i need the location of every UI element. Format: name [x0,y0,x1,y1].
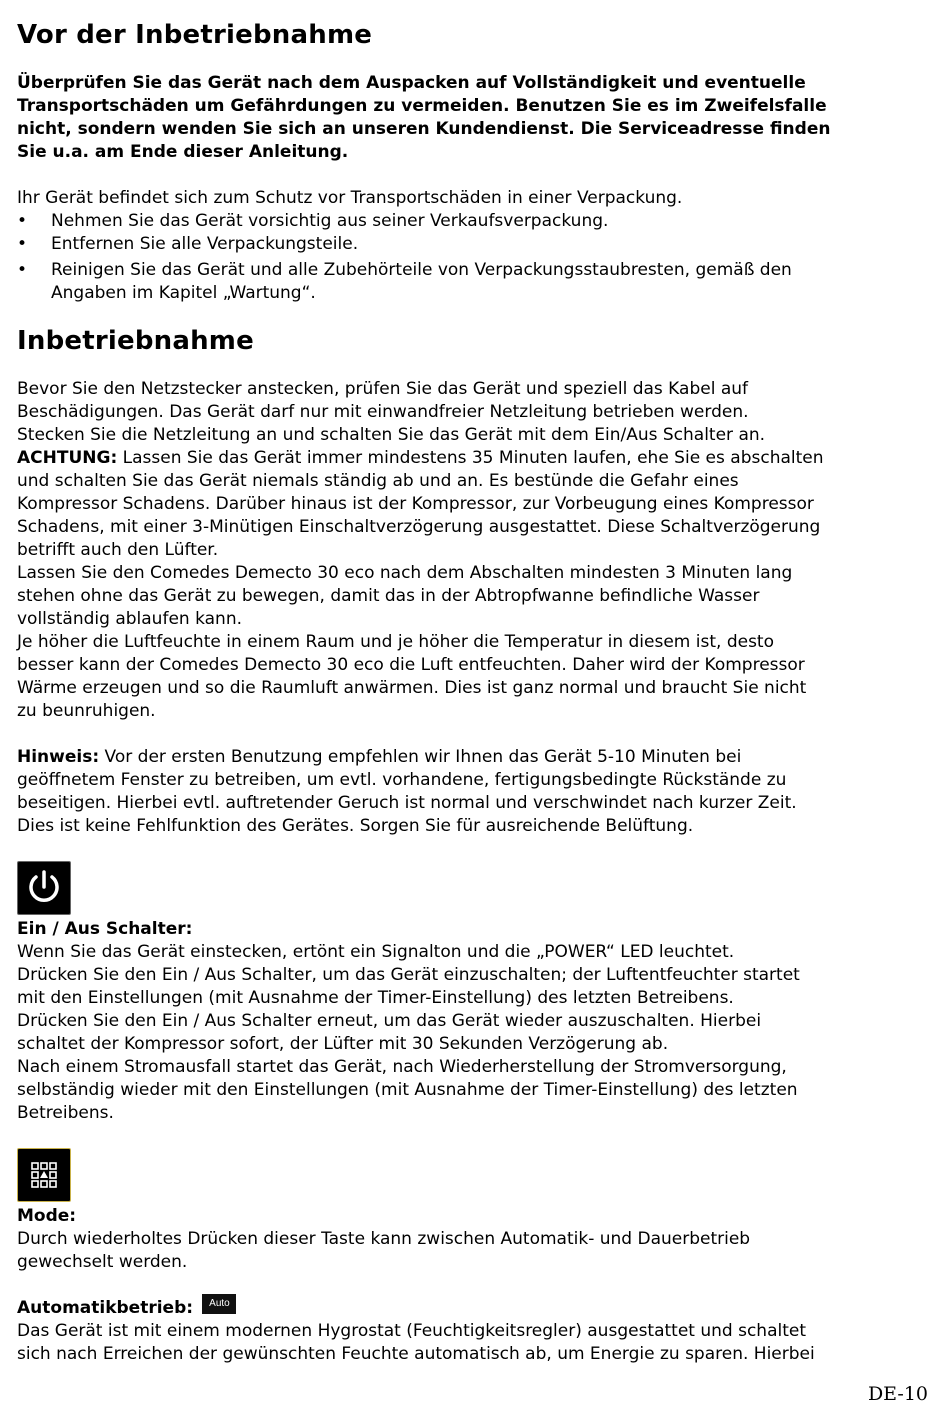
list-item [17,233,922,256]
text-line: und schalten Sie das Gerät niemals ständig ab und an. Es bestünde die Gefahr eines [17,471,739,491]
hinweis-paragraph [17,746,922,838]
list-item [17,210,922,233]
list-item-text: Nehmen Sie das Gerät vorsichtig aus seiner Verkaufsverpackung. [51,211,609,231]
mode-heading: Mode: [17,1206,77,1226]
text-line: Beschädigungen. Das Gerät darf nur mit einwandfreier Netzleitung betrieben werden. [17,402,749,422]
text-line: Kompressor Schadens. Darüber hinaus ist der Kompressor, zur Vorbeugung eines Kompressor [17,494,814,514]
text-line: stehen ohne das Gerät zu bewegen, damit das in der Abtropfwanne befindliche Wasser [17,586,760,606]
list-item-text: Entfernen Sie alle Verpackungsteile. [51,234,359,254]
auto-paragraph [17,1320,922,1366]
achtung-text: Lassen Sie das Gerät immer mindestens 35 Minuten laufen, ehe Sie es abschalten [117,448,824,468]
mode-icon [17,1148,71,1202]
unpacking-list [17,210,922,305]
text-line: Durch wiederholtes Drücken dieser Taste kann zwischen Automatik- und Dauerbetrieb [17,1229,751,1249]
list-item-text: • Reinigen Sie das Gerät und alle Zubehörteile von Verpackungsstaubresten, gemäß den [51,260,792,280]
text-line: Wärme erzeugen und so die Raumluft anwärmen. Dies ist ganz normal und braucht Sie nicht [17,678,807,698]
heading-inbetriebnahme: Inbetriebnahme [17,326,254,356]
text-line: Dies ist keine Fehlfunktion des Gerätes. Sorgen Sie für ausreichende Belüftung. [17,816,694,836]
intro-text: Ihr Gerät befindet sich zum Schutz vor Transportschäden in einer Verpackung. [17,188,683,208]
text-line: mit den Einstellungen (mit Ausnahme der Timer-Einstellung) des letzten Betreibens. [17,988,734,1008]
heading-vor-der-inbetriebnahme: Vor der Inbetriebnahme [17,20,373,50]
text-line: geöffnetem Fenster zu betreiben, um evtl. vorhandene, fertigungsbedingte Rückstände zu [17,770,787,790]
text-line: Schadens, mit einer 3-Minütigen Einschaltverzögerung ausgestattet. Diese Schaltverzögerung [17,517,821,537]
text-line: Je höher die Luftfeuchte in einem Raum und je höher die Temperatur in diesem ist, desto [17,632,774,652]
auto-icon: Auto [202,1294,236,1314]
warning-line: Überprüfen Sie das Gerät nach dem Auspacken auf Vollständigkeit und eventuelle [17,73,806,93]
text-line: zu beunruhigen. [17,701,156,721]
power-icon [17,861,71,915]
hinweis-line [17,746,922,769]
power-heading: Ein / Aus Schalter: [17,919,193,939]
text-line: Stecken Sie die Netzleitung an und schalten Sie das Gerät mit dem Ein/Aus Schalter an. [17,425,766,445]
inbetriebnahme-paragraph [17,378,922,723]
text-line: Bevor Sie den Netzstecker anstecken, prüfen Sie das Gerät und speziell das Kabel auf [17,379,748,399]
text-line: sich nach Erreichen der gewünschten Feuchte automatisch ab, um Energie zu sparen. Hierbei [17,1344,815,1364]
page-number: DE-10 [867,1383,928,1405]
auto-heading-line [17,1297,922,1320]
text-line: Drücken Sie den Ein / Aus Schalter, um das Gerät einzuschalten; der Luftentfeuchter startet [17,965,800,985]
text-line: schaltet der Kompressor sofort, der Lüfter mit 30 Sekunden Verzögerung ab. [17,1034,669,1054]
hinweis-label: Hinweis: [17,747,100,767]
text-line: beseitigen. Hierbei evtl. auftretender Geruch ist normal und verschwindet nach kurzer Zeit. [17,793,797,813]
text-line: betrifft auch den Lüfter. [17,540,219,560]
text-line: Lassen Sie den Comedes Demecto 30 eco nach dem Abschalten mindesten 3 Minuten lang [17,563,793,583]
text-line: Das Gerät ist mit einem modernen Hygrostat (Feuchtigkeitsregler) ausgestattet und schaltet [17,1321,807,1341]
text-line: Wenn Sie das Gerät einstecken, ertönt ein Signalton und die „POWER“ LED leuchtet. [17,942,735,962]
list-item [17,259,922,305]
mode-paragraph [17,1228,922,1274]
power-paragraph [17,941,922,1125]
text-line: Betreibens. [17,1103,114,1123]
text-line: vollständig ablaufen kann. [17,609,242,629]
achtung-label: ACHTUNG: [17,448,118,468]
warning-paragraph [17,72,922,164]
list-item-text: Angaben im Kapitel „Wartung“. [51,283,316,303]
warning-line: nicht, sondern wenden Sie sich an unseren Kundendienst. Die Serviceadresse finden [17,119,831,139]
text-line: besser kann der Comedes Demecto 30 eco die Luft entfeuchten. Daher wird der Kompressor [17,655,805,675]
hinweis-text: Vor der ersten Benutzung empfehlen wir Ihnen das Gerät 5-10 Minuten bei [99,747,742,767]
document-page [17,18,922,1366]
warning-line: Sie u.a. am Ende dieser Anleitung. [17,142,349,162]
text-line: selbständig wieder mit den Einstellungen (mit Ausnahme der Timer-Einstellung) des letzten [17,1080,798,1100]
warning-line: Transportschäden um Gefährdungen zu vermeiden. Benutzen Sie es im Zweifelsfalle [17,96,827,116]
achtung-line [17,447,922,470]
auto-heading: Automatikbetrieb: [17,1298,194,1318]
text-line: Drücken Sie den Ein / Aus Schalter erneut, um das Gerät wieder auszuschalten. Hierbei [17,1011,762,1031]
text-line: gewechselt werden. [17,1252,188,1272]
text-line: Nach einem Stromausfall startet das Gerät, nach Wiederherstellung der Stromversorgung, [17,1057,787,1077]
